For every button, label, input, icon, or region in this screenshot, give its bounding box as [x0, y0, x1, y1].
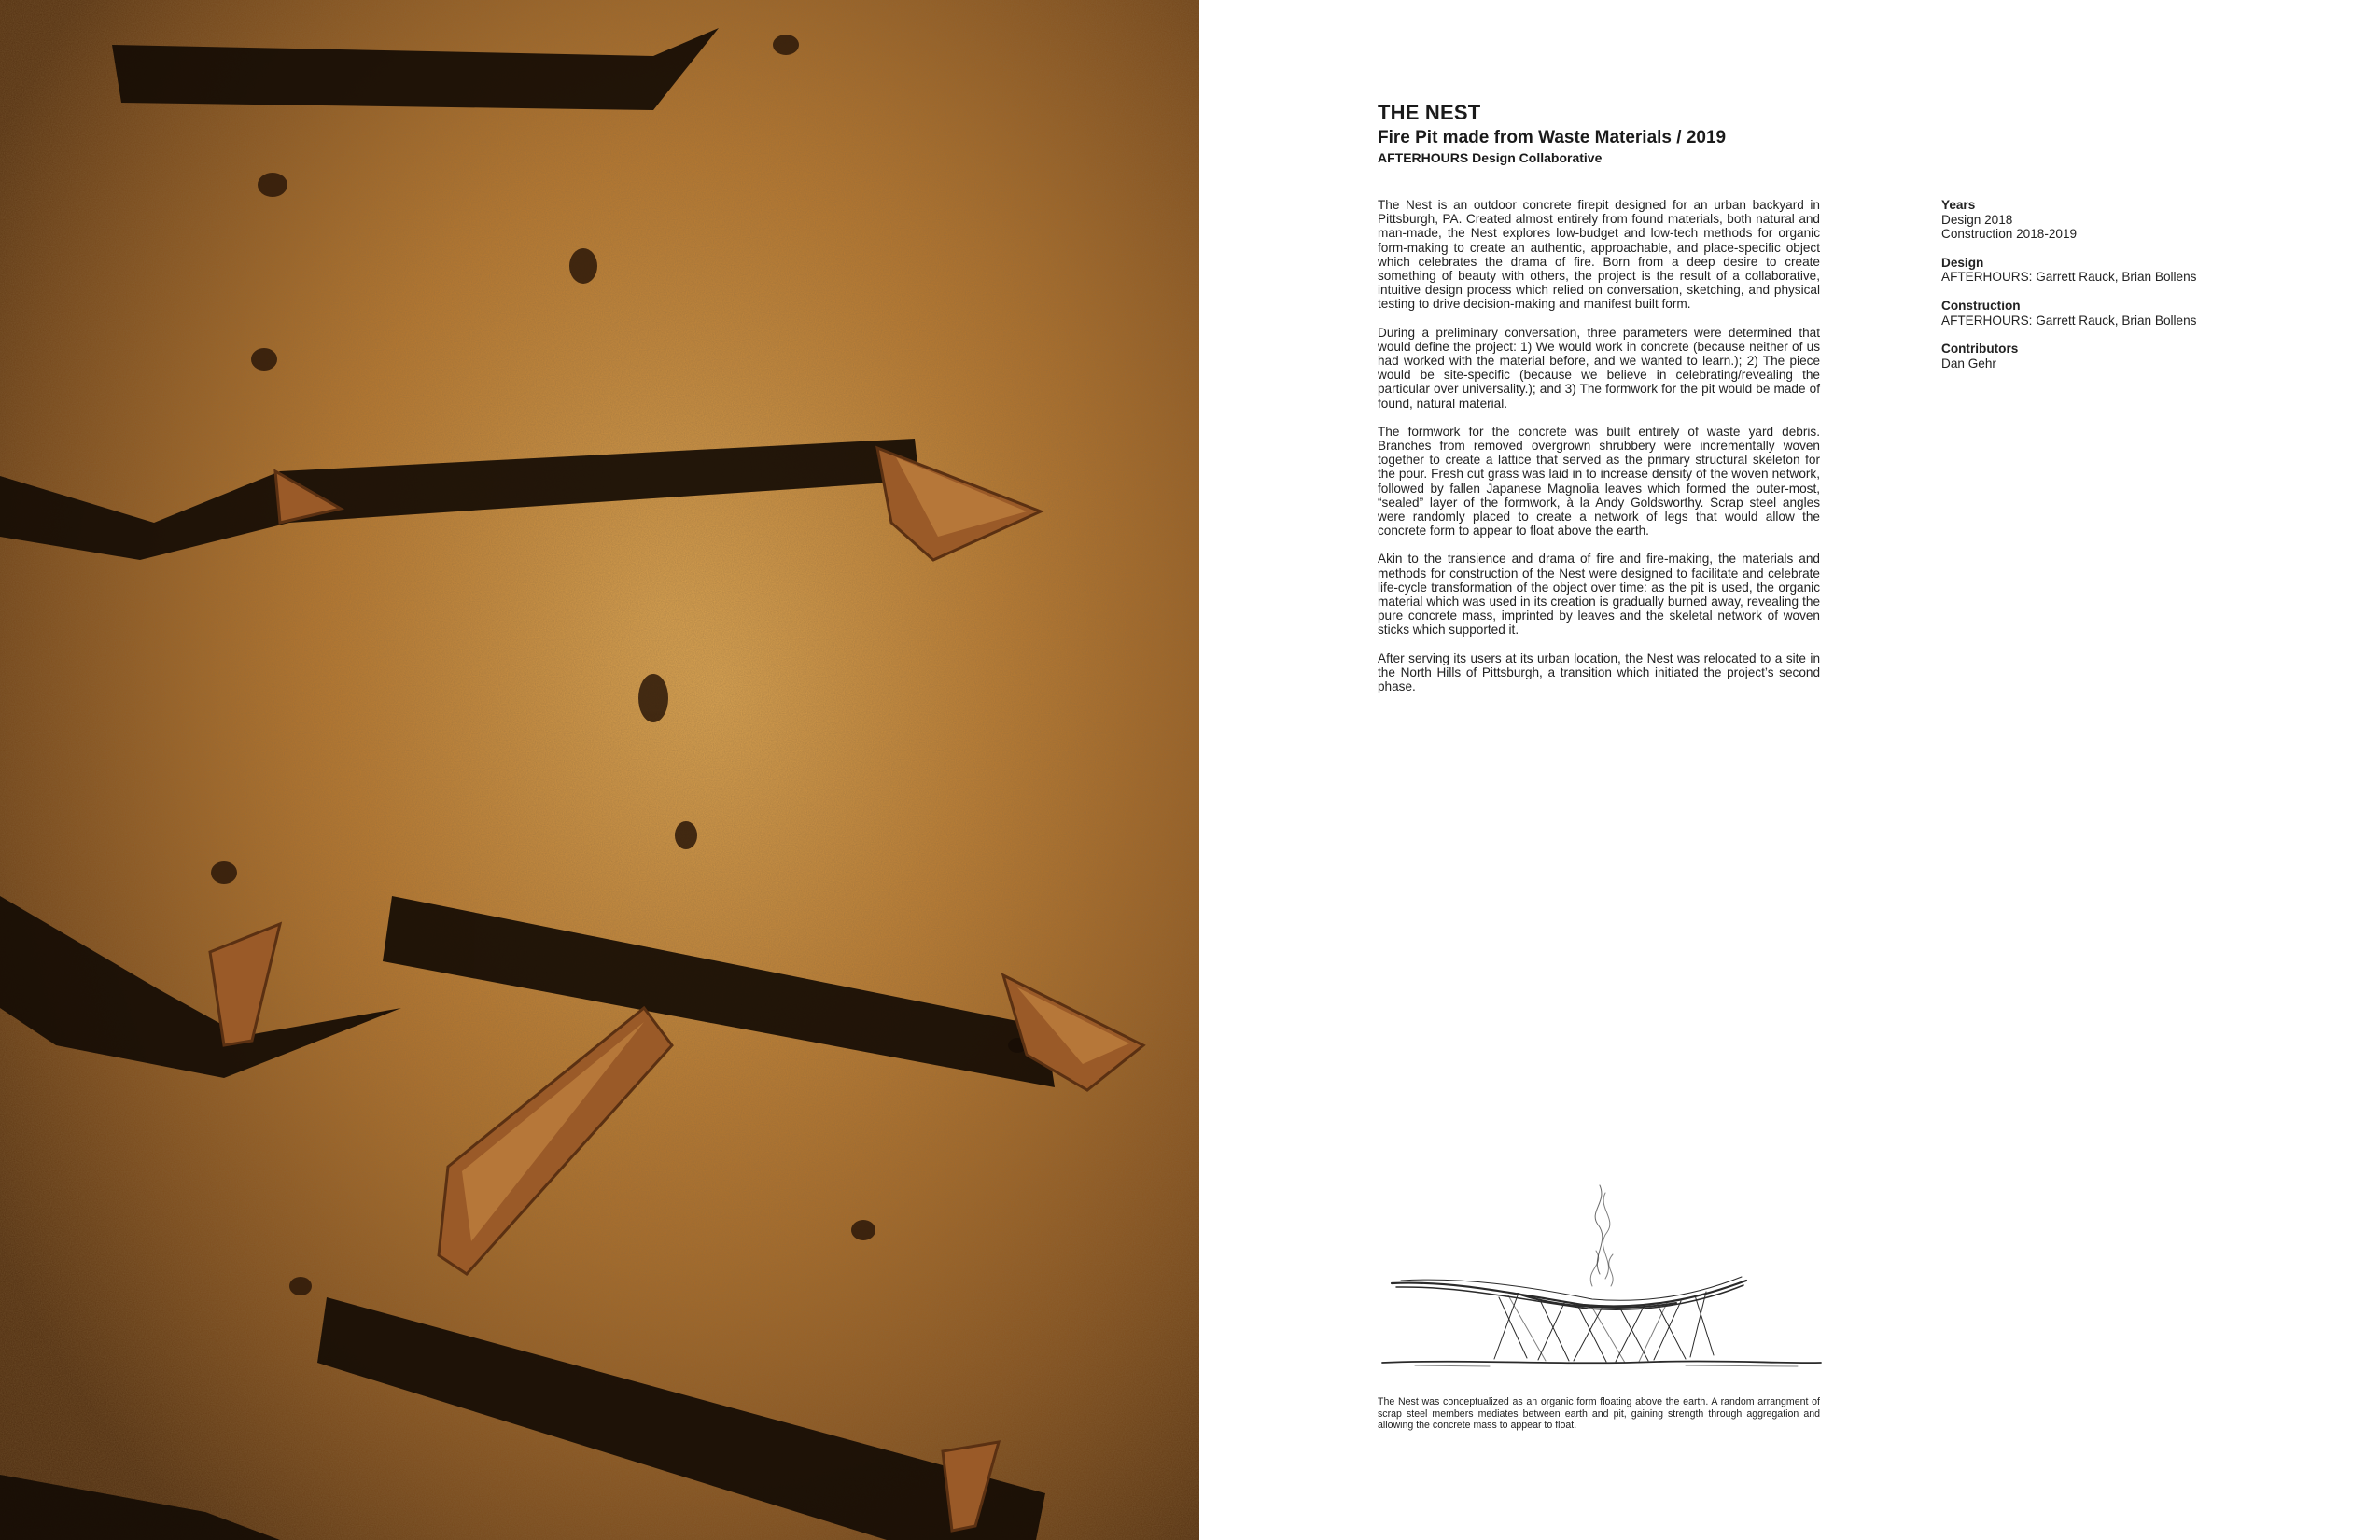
meta-years [1941, 198, 2221, 242]
project-description [1378, 198, 1820, 707]
meta-construction-value: AFTERHOURS: Garrett Rauck, Brian Bollens [1941, 313, 2197, 328]
sketch-illustration [1378, 1176, 1826, 1386]
meta-contributors-value: Dan Gehr [1941, 356, 1996, 371]
project-title: THE NEST [1378, 101, 1481, 124]
meta-contributors-label: Contributors [1941, 342, 2019, 357]
project-meta [1941, 198, 2221, 385]
meta-design [1941, 256, 2221, 285]
collaborative-name: AFTERHOURS Design Collaborative [1378, 150, 1603, 165]
meta-construction [1941, 299, 2221, 328]
paragraph-relocation: After serving its users at its urban location, the Nest was relocated to a site in the North Hills of Pittsburgh, a transition which initiated the project’s second phase. [1378, 651, 1820, 694]
paragraph-intro: The Nest is an outdoor concrete firepit designed for an urban backyard in Pittsburgh, PA. Created almost entirely from found materials, both natural and man-made, the Nest explores low-budget and low-tech methods for organic form-making to create an authentic, approachable, and place-specific object which celebrates the drama of fire. Born from a deep desire to create something of beauty with others, the project is the result of a collaborative, intuitive design process which relied on conversation, sketching, and physical testing to drive decision-making and manifest built form. [1378, 198, 1820, 312]
paragraph-formwork: The formwork for the concrete was built entirely of waste yard debris. Branches from removed overgrown shrubbery were incrementally woven together to create a lattice that served as the primary structural skeleton for the pour. Fresh cut grass was laid in to increase density of the woven network, followed by fallen Japanese Magnolia leaves which formed the outer-most, “sealed” layer of the formwork, à la Andy Goldsworthy. Scrap steel angles were randomly placed to create a network of legs that would allow the concrete form to appear to float above the earth. [1378, 424, 1820, 539]
meta-design-label: Design [1941, 255, 1984, 270]
meta-design-value: AFTERHOURS: Garrett Rauck, Brian Bollens [1941, 270, 2197, 285]
concept-sketch [1378, 1176, 1826, 1386]
paragraph-parameters: During a preliminary conversation, three parameters were determined that would define the project: 1) We would work in concrete (because neither of us had worked with the material before, and we wanted to learn.); 2) The piece would be site-specific (because we believe in celebrating/revealing the particular over universality.); and 3) The formwork for the pit would be made of found, natural material. [1378, 325, 1820, 411]
project-subtitle: Fire Pit made from Waste Materials / 2019 [1378, 128, 1727, 147]
meta-construction-label: Construction [1941, 298, 2021, 313]
paragraph-transience: Akin to the transience and drama of fire and fire-making, the materials and methods for construction of the Nest were designed to facilitate and celebrate life-cycle transformation of the object over time: as the pit is used, the organic material which was used in its creation is gradually burned away, revealing the pure concrete mass, imprinted by leaves and the skeletal network of woven sticks which supported it. [1378, 552, 1820, 637]
meta-years-label: Years [1941, 198, 1976, 212]
meta-contributors [1941, 342, 2221, 371]
meta-years-design: Design 2018 [1941, 212, 2013, 227]
meta-years-construction: Construction 2018-2019 [1941, 227, 2078, 242]
title-block [1378, 101, 2218, 166]
sketch-caption: The Nest was conceptualized as an organic form floating above the earth. A random arrangment of scrap steel members mediates between earth and pit, gaining strength through aggregation and allowing the concrete mass to appear to float. [1378, 1396, 1820, 1432]
